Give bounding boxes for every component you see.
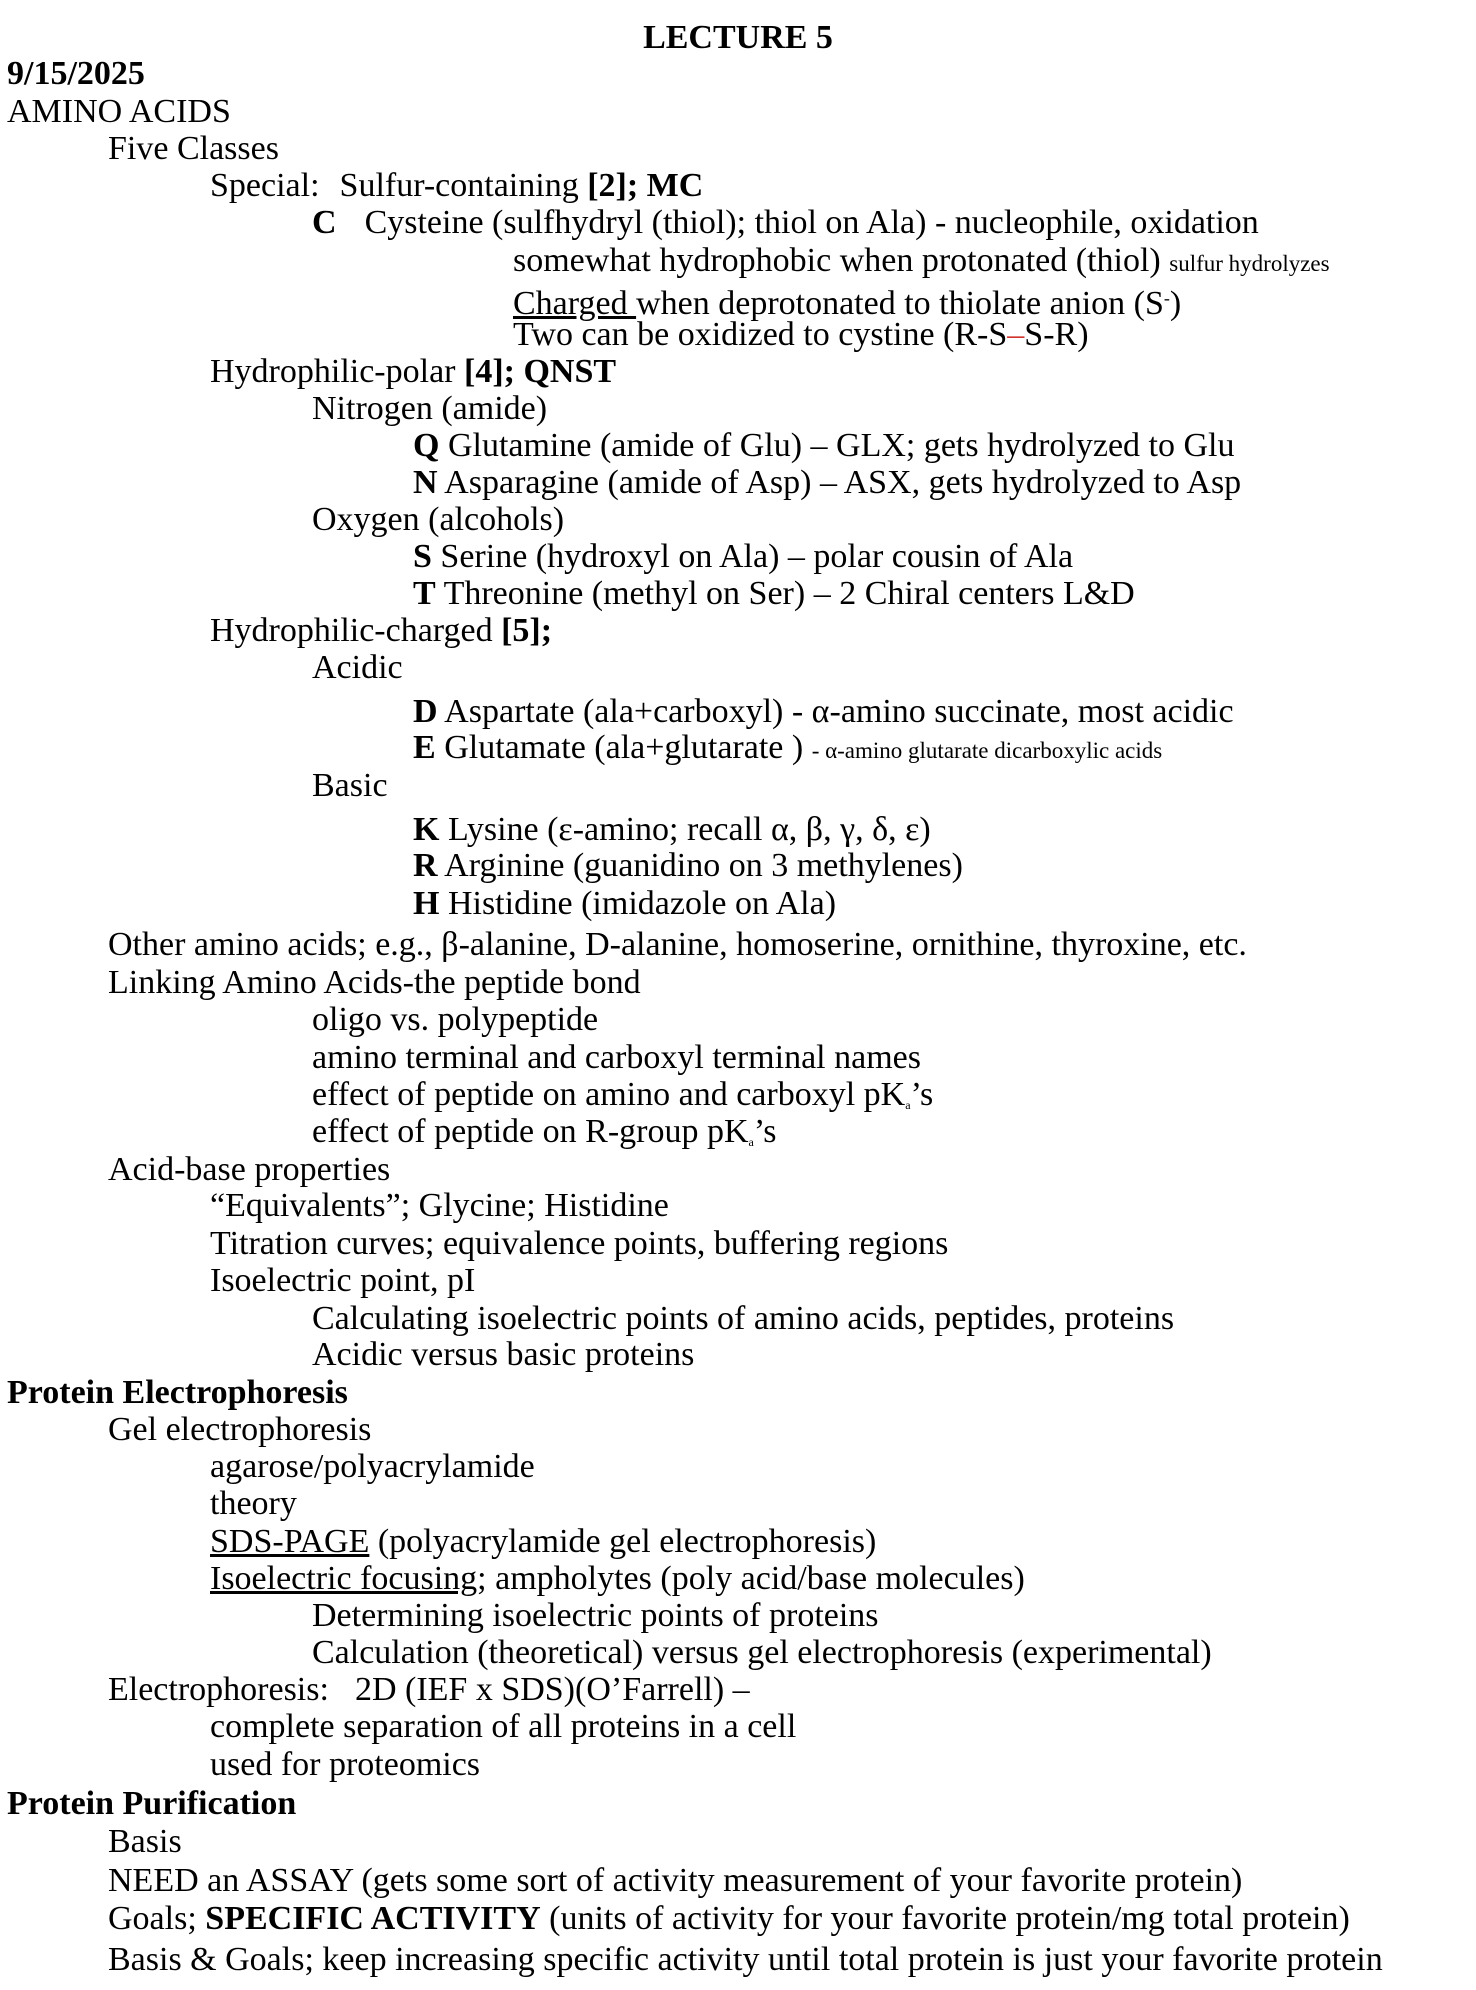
text: Two can be oxidized to cystine (R-S xyxy=(513,316,1008,353)
letter: H xyxy=(413,885,440,922)
text: Sulfur-containing xyxy=(339,167,588,204)
text: Goals; xyxy=(108,1900,206,1937)
count: [4]; QNST xyxy=(464,353,617,390)
outline-item: Basis xyxy=(108,1823,182,1860)
outline-item xyxy=(210,1523,876,1561)
section-heading-electrophoresis: Protein Electrophoresis xyxy=(7,1374,348,1411)
outline-item-k xyxy=(413,811,931,849)
outline-item: used for proteomics xyxy=(210,1746,481,1783)
lecture-title: LECTURE 5 xyxy=(643,19,833,56)
outline-item: Other amino acids; e.g., β-alanine, D-alanine, homoserine, ornithine, thyroxine, etc. xyxy=(108,926,1247,963)
outline-item: Oxygen (alcohols) xyxy=(312,501,565,538)
text: Serine (hydroxyl on Ala) – polar cousin of Ala xyxy=(431,538,1074,575)
text: Cysteine (sulfhydryl (thiol); thiol on Ala) - nucleophile, oxidation xyxy=(364,204,1259,241)
outline-item: Acid-base properties xyxy=(108,1151,391,1188)
text: Hydrophilic-charged xyxy=(210,612,502,649)
text: Arginine (guanidino on 3 methylenes) xyxy=(437,847,963,884)
outline-item-h xyxy=(413,885,836,923)
text: effect of peptide on amino and carboxyl pK xyxy=(312,1076,906,1113)
text: somewhat hydrophobic when protonated (thiol) xyxy=(513,242,1170,279)
text: (units of activity for your favorite protein/mg total protein) xyxy=(540,1900,1350,1937)
underlined-text: Charged xyxy=(513,285,637,322)
note: - α-amino glutarate dicarboxylic acids xyxy=(811,738,1163,763)
outline-item-polar xyxy=(210,353,616,391)
outline-item: Basis & Goals; keep increasing specific activity until total protein is just your favorite protein xyxy=(108,1941,1383,1978)
outline-item xyxy=(108,1671,750,1709)
underlined-text: Isoelectric focusing xyxy=(210,1560,478,1597)
outline-item xyxy=(513,242,1330,283)
superscript: - xyxy=(1163,288,1170,308)
outline-item: Basic xyxy=(312,767,388,804)
text: ; ampholytes (poly acid/base molecules) xyxy=(477,1560,1025,1597)
text: ) xyxy=(1169,285,1182,322)
outline-item: Gel electrophoresis xyxy=(108,1411,372,1448)
section-heading-amino-acids: AMINO ACIDS xyxy=(7,93,231,130)
outline-item: Calculation (theoretical) versus gel electrophoresis (experimental) xyxy=(312,1634,1212,1671)
letter: N xyxy=(413,464,438,501)
note: sulfur hydrolyzes xyxy=(1169,251,1330,276)
text: Threonine (methyl on Ser) – 2 Chiral centers L&D xyxy=(435,575,1135,612)
text: Asparagine (amide of Asp) – ASX, gets hydrolyzed to Asp xyxy=(437,464,1242,501)
label: Special: xyxy=(210,167,320,204)
text: S-R) xyxy=(1024,316,1089,353)
outline-item: Determining isoelectric points of proteins xyxy=(312,1597,879,1634)
count: [2]; MC xyxy=(587,167,704,204)
letter: R xyxy=(413,847,438,884)
outline-item-s xyxy=(413,538,1073,576)
outline-item-q xyxy=(413,427,1235,465)
outline-item: theory xyxy=(210,1485,297,1522)
outline-item: NEED an ASSAY (gets some sort of activity measurement of your favorite protein) xyxy=(108,1862,1243,1899)
outline-item: Nitrogen (amide) xyxy=(312,390,548,427)
outline-item-cysteine xyxy=(312,204,1259,242)
outline-item: Linking Amino Acids-the peptide bond xyxy=(108,964,641,1001)
outline-item: Acidic versus basic proteins xyxy=(312,1336,695,1373)
subscript: a xyxy=(748,1135,754,1149)
text: Lysine (ε-amino; recall α, β, γ, δ, ε) xyxy=(439,811,931,848)
outline-item: Acidic xyxy=(312,649,403,686)
outline-item-e xyxy=(413,729,1162,770)
label: Electrophoresis: xyxy=(108,1671,329,1708)
letter: T xyxy=(413,575,436,612)
text: (polyacrylamide gel electrophoresis) xyxy=(369,1523,877,1560)
letter: E xyxy=(413,729,436,766)
text: 2D (IEF x SDS)(O’Farrell) – xyxy=(354,1671,750,1708)
bold-text: SPECIFIC ACTIVITY xyxy=(205,1900,541,1937)
outline-item-n xyxy=(413,464,1241,502)
red-bond: – xyxy=(1007,316,1025,353)
text: Glutamate (ala+glutarate ) xyxy=(435,729,812,766)
outline-item-d xyxy=(413,693,1234,731)
text: ’s xyxy=(753,1113,777,1150)
count: [5]; xyxy=(501,612,553,649)
outline-item xyxy=(210,1560,1025,1598)
text: effect of peptide on R-group pK xyxy=(312,1113,749,1150)
text: Histidine (imidazole on Ala) xyxy=(439,885,837,922)
outline-item: oligo vs. polypeptide xyxy=(312,1001,599,1038)
outline-item: amino terminal and carboxyl terminal names xyxy=(312,1039,921,1076)
underlined-text: SDS-PAGE xyxy=(210,1523,370,1560)
outline-item xyxy=(108,1900,1350,1938)
letter: C xyxy=(312,204,337,241)
outline-item: “Equivalents”; Glycine; Histidine xyxy=(210,1187,669,1224)
letter: K xyxy=(413,811,440,848)
outline-item-special xyxy=(210,167,703,205)
outline-item xyxy=(513,316,1089,354)
subscript: a xyxy=(905,1098,911,1112)
outline-item: agarose/polyacrylamide xyxy=(210,1448,535,1485)
section-heading-purification: Protein Purification xyxy=(7,1785,297,1822)
outline-item-r xyxy=(413,847,963,885)
text: Aspartate (ala+carboxyl) - α-amino succinate, most acidic xyxy=(437,693,1234,730)
outline-item: Calculating isoelectric points of amino acids, peptides, proteins xyxy=(312,1300,1175,1337)
outline-item: Five Classes xyxy=(108,130,279,167)
text: when deprotonated to thiolate anion (S xyxy=(636,285,1164,322)
outline-item: Titration curves; equivalence points, buffering regions xyxy=(210,1225,949,1262)
letter: D xyxy=(413,693,438,730)
text: ’s xyxy=(910,1076,934,1113)
letter: Q xyxy=(413,427,440,464)
date: 9/15/2025 xyxy=(7,55,145,92)
outline-item: complete separation of all proteins in a cell xyxy=(210,1708,797,1745)
text: Glutamine (amide of Glu) – GLX; gets hydrolyzed to Glu xyxy=(439,427,1235,464)
outline-item-charged xyxy=(210,612,552,650)
outline-item-t xyxy=(413,575,1135,613)
outline-item: Isoelectric point, pI xyxy=(210,1262,476,1299)
text: Hydrophilic-polar xyxy=(210,353,464,390)
letter: S xyxy=(413,538,432,575)
